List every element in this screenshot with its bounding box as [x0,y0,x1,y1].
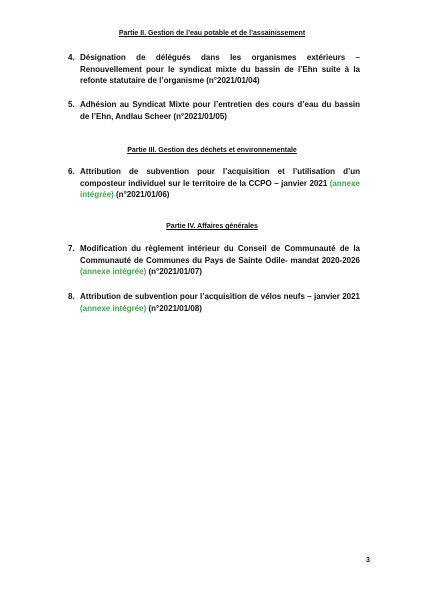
agenda-item-6 [68,166,360,201]
annex-label: (annexe intégrée) [80,178,360,199]
item-number: 8. [68,292,75,301]
item-text: Attribution de subvention pour l’acquisition et l’utilisation d’un composteur individuel sur le territoire de la CCPO – janvier 2021 [80,167,360,188]
item-text: Désignation de délégués dans les organismes extérieurs – Renouvellement pour le syndicat mixte du bassin de l’Ehn suite à la refonte statutaire de l’organisme (n°2021/01/04) [80,53,360,85]
item-number: 7. [68,244,75,253]
annex-label: (annexe intégrée) [80,267,147,276]
page-number: 3 [366,557,370,564]
item-reference: (n°2021/01/06) [113,190,170,199]
item-number: 4. [68,53,75,62]
agenda-item-7 [68,243,360,278]
agenda-item-5 [68,99,360,122]
item-number: 5. [68,100,75,109]
section-heading-partie-2: Partie II. Gestion de l’eau potable et de l’assainissement [118,30,306,37]
item-text: Adhésion au Syndicat Mixte pour l’entretien des cours d’eau du bassin de l’Ehn, Andlau Scheer (n°2021/01/05) [80,100,360,121]
item-text: Attribution de subvention pour l’acquisition de vélos neufs – janvier 2021 [80,292,360,301]
item-text: Modification du règlement intérieur du Conseil de Communauté de la Communauté de Communes du Pays de Sainte Odile- mandat 2020-2026 [80,244,360,265]
item-number: 6. [68,167,75,176]
item-reference: (n°2021/01/08) [146,303,202,313]
section-heading-partie-3: Partie III. Gestion des déchets et environnementale [127,147,297,154]
section-heading-partie-4: Partie IV. Affaires générales [166,223,258,230]
agenda-item-4 [68,52,360,87]
item-reference: (n°2021/01/07) [146,267,202,276]
agenda-item-8 [68,291,360,314]
annex-label: (annexe intégrée) [80,303,147,313]
